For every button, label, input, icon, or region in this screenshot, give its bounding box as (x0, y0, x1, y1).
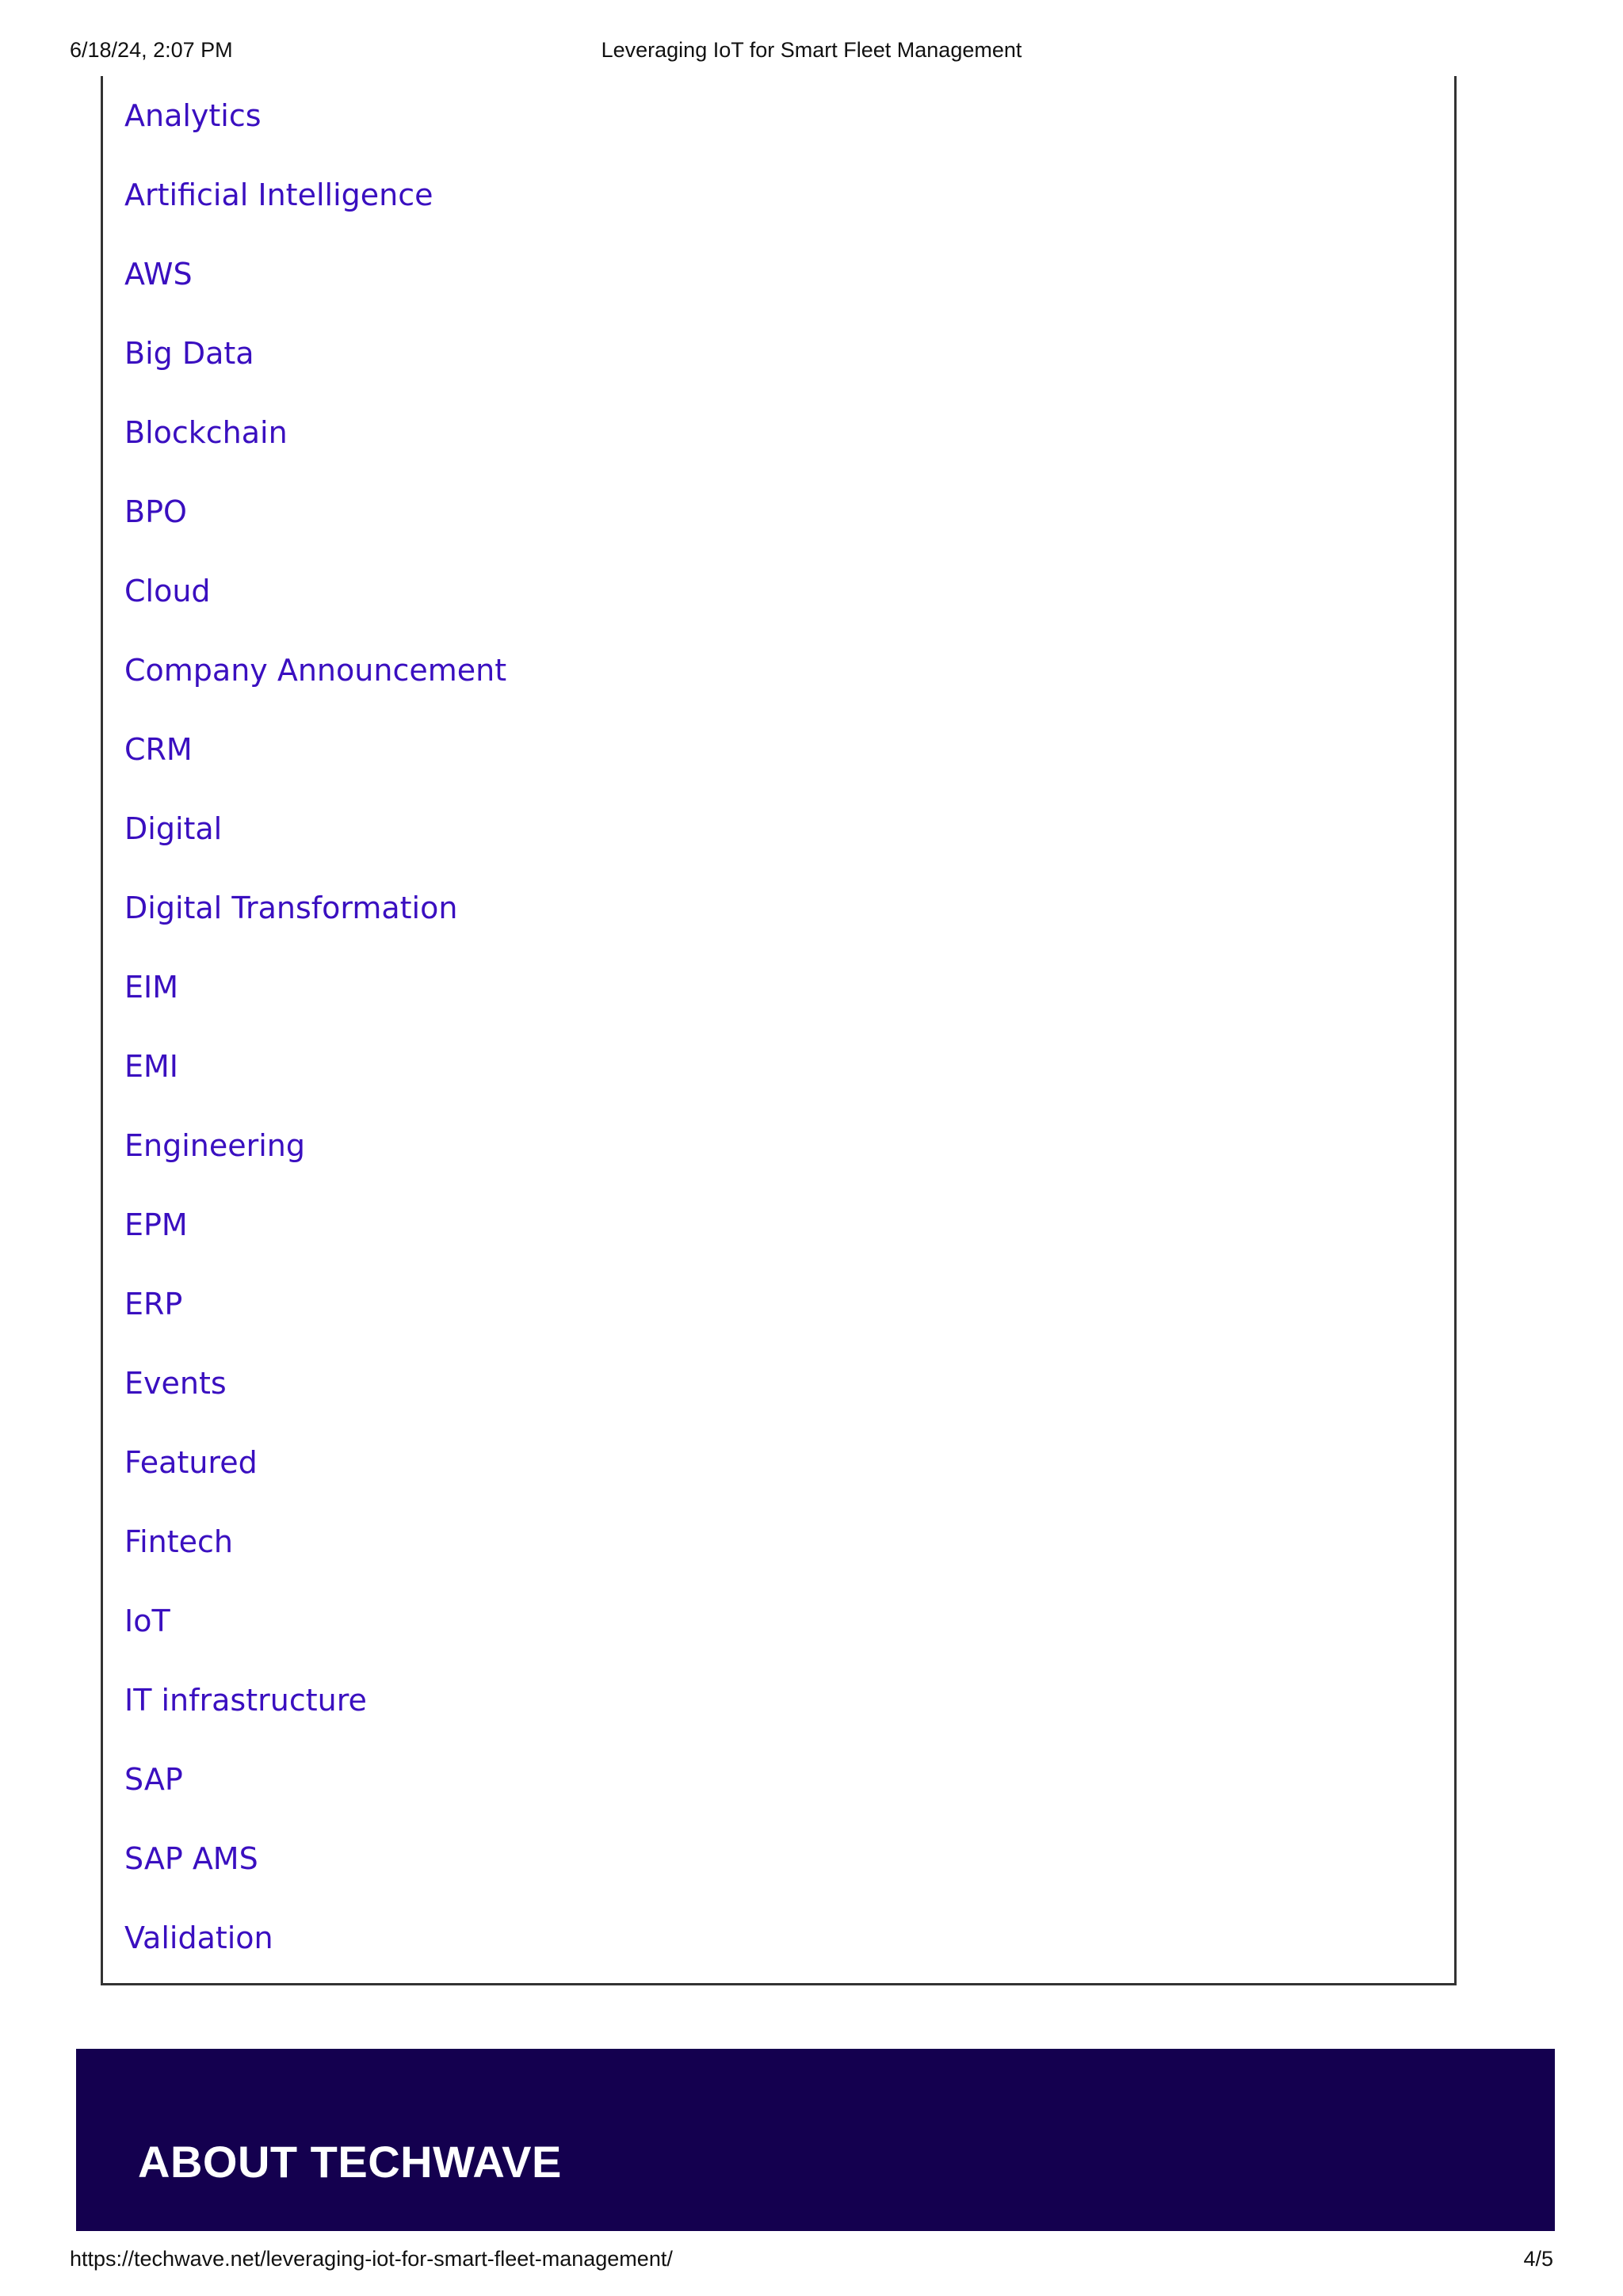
print-page-number: 4/5 (1523, 2247, 1553, 2271)
list-item (124, 76, 506, 155)
category-link-erp[interactable]: ERP (124, 1286, 183, 1322)
list-item (124, 235, 506, 314)
list-item (124, 155, 506, 235)
about-section (76, 2049, 1555, 2231)
about-heading: ABOUT TECHWAVE (138, 2137, 562, 2187)
category-link-validation[interactable]: Validation (124, 1920, 273, 1955)
print-url: https://techwave.net/leveraging-iot-for-smart-fleet-management/ (70, 2247, 673, 2271)
category-link-eim[interactable]: EIM (124, 969, 179, 1005)
category-link-digital[interactable]: Digital (124, 810, 223, 846)
category-link-emi[interactable]: EMI (124, 1048, 179, 1084)
print-date-time: 6/18/24, 2:07 PM (70, 38, 233, 62)
category-link-artificial-intelligence[interactable]: Artificial Intelligence (124, 177, 433, 212)
category-link-bpo[interactable]: BPO (124, 494, 187, 529)
print-header (70, 38, 1553, 67)
list-item (124, 631, 506, 710)
category-link-events[interactable]: Events (124, 1365, 227, 1401)
list-item (124, 314, 506, 393)
categories-widget (101, 76, 1457, 1985)
list-item (124, 1423, 506, 1502)
list-item (124, 1819, 506, 1898)
list-item (124, 868, 506, 948)
category-link-featured[interactable]: Featured (124, 1444, 258, 1480)
list-item (124, 1027, 506, 1106)
list-item (124, 1581, 506, 1661)
category-link-aws[interactable]: AWS (124, 256, 193, 292)
category-link-fintech[interactable]: Fintech (124, 1524, 233, 1559)
list-item (124, 1661, 506, 1740)
list-item (124, 551, 506, 631)
list-item (124, 393, 506, 472)
list-item (124, 1344, 506, 1423)
list-item (124, 1740, 506, 1819)
category-link-epm[interactable]: EPM (124, 1207, 188, 1242)
list-item (124, 1106, 506, 1185)
list-item (124, 710, 506, 789)
category-link-sap[interactable]: SAP (124, 1761, 183, 1797)
category-link-analytics[interactable]: Analytics (124, 97, 262, 133)
list-item (124, 789, 506, 868)
category-link-iot[interactable]: IoT (124, 1603, 170, 1638)
category-list (124, 76, 506, 1978)
category-link-engineering[interactable]: Engineering (124, 1127, 305, 1163)
list-item (124, 472, 506, 551)
list-item (124, 1502, 506, 1581)
print-page-title: Leveraging IoT for Smart Fleet Management (601, 38, 1022, 62)
category-link-big-data[interactable]: Big Data (124, 335, 254, 371)
category-link-crm[interactable]: CRM (124, 731, 193, 767)
list-item (124, 1264, 506, 1344)
category-link-company-announcement[interactable]: Company Announcement (124, 652, 507, 688)
list-item (124, 948, 506, 1027)
print-footer (70, 2247, 1553, 2275)
list-item (124, 1185, 506, 1264)
category-link-it-infrastructure[interactable]: IT infrastructure (124, 1682, 367, 1718)
list-item (124, 1898, 506, 1978)
category-link-blockchain[interactable]: Blockchain (124, 414, 288, 450)
category-link-sap-ams[interactable]: SAP AMS (124, 1840, 258, 1876)
category-link-digital-transformation[interactable]: Digital Transformation (124, 890, 458, 925)
category-link-cloud[interactable]: Cloud (124, 573, 211, 608)
